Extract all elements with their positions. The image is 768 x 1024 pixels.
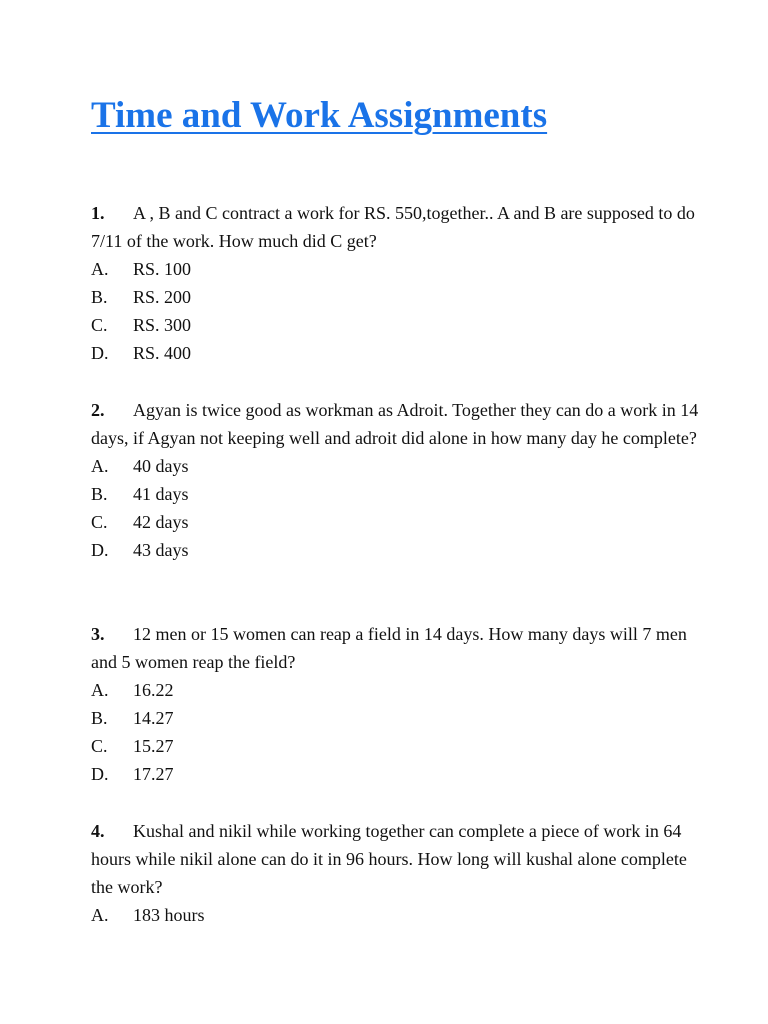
question-body: 12 men or 15 women can reap a field in 14 days. How many days will 7 men and 5 women reap the field?	[91, 624, 687, 672]
option-text: RS. 100	[133, 259, 192, 279]
question-text	[91, 396, 711, 452]
question-4	[91, 817, 711, 929]
question-body: Agyan is twice good as workman as Adroit. Together they can do a work in 14 days, if Agyan not keeping well and adroit did alone in how many day he complete?	[91, 400, 699, 448]
option-letter: C.	[91, 315, 108, 335]
option-text: 43 days	[133, 540, 189, 560]
option-a	[91, 452, 711, 480]
option-letter: B.	[91, 287, 108, 307]
question-number: 4.	[91, 821, 105, 841]
question-body: A , B and C contract a work for RS. 550,together.. A and B are supposed to do 7/11 of the work. How much did C get?	[91, 203, 695, 251]
question-1	[91, 199, 711, 367]
option-text: RS. 200	[133, 287, 192, 307]
option-c	[91, 311, 711, 339]
option-c	[91, 732, 711, 760]
question-number: 3.	[91, 624, 105, 644]
option-letter: A.	[91, 259, 109, 279]
option-text: 40 days	[133, 456, 189, 476]
option-letter: B.	[91, 484, 108, 504]
page-title: Time and Work Assignments	[91, 95, 548, 136]
question-text	[91, 620, 711, 676]
question-text	[91, 817, 711, 901]
answer-options	[91, 452, 711, 564]
option-text: 17.27	[133, 764, 174, 784]
answer-options	[91, 255, 711, 367]
question-number: 1.	[91, 203, 105, 223]
option-b	[91, 704, 711, 732]
option-text: 183 hours	[133, 905, 205, 925]
option-a	[91, 676, 711, 704]
option-letter: A.	[91, 905, 109, 925]
answer-options	[91, 676, 711, 788]
option-b	[91, 480, 711, 508]
question-text	[91, 199, 711, 255]
option-letter: A.	[91, 680, 109, 700]
option-b	[91, 283, 711, 311]
option-text: RS. 300	[133, 315, 192, 335]
option-text: 41 days	[133, 484, 189, 504]
option-c	[91, 508, 711, 536]
option-letter: A.	[91, 456, 109, 476]
option-a	[91, 255, 711, 283]
option-letter: D.	[91, 343, 109, 363]
question-3	[91, 620, 711, 788]
option-text: 16.22	[133, 680, 174, 700]
option-text: 14.27	[133, 708, 174, 728]
option-d	[91, 339, 711, 367]
option-a	[91, 901, 711, 929]
question-2	[91, 396, 711, 564]
option-d	[91, 536, 711, 564]
option-text: 42 days	[133, 512, 189, 532]
question-number: 2.	[91, 400, 105, 420]
option-letter: B.	[91, 708, 108, 728]
question-body: Kushal and nikil while working together can complete a piece of work in 64 hours while nikil alone can do it in 96 hours. How long will kushal alone complete the work?	[91, 821, 687, 897]
option-text: 15.27	[133, 736, 174, 756]
option-letter: C.	[91, 512, 108, 532]
option-d	[91, 760, 711, 788]
option-letter: D.	[91, 540, 109, 560]
answer-options	[91, 901, 711, 929]
option-letter: D.	[91, 764, 109, 784]
option-letter: C.	[91, 736, 108, 756]
option-text: RS. 400	[133, 343, 192, 363]
